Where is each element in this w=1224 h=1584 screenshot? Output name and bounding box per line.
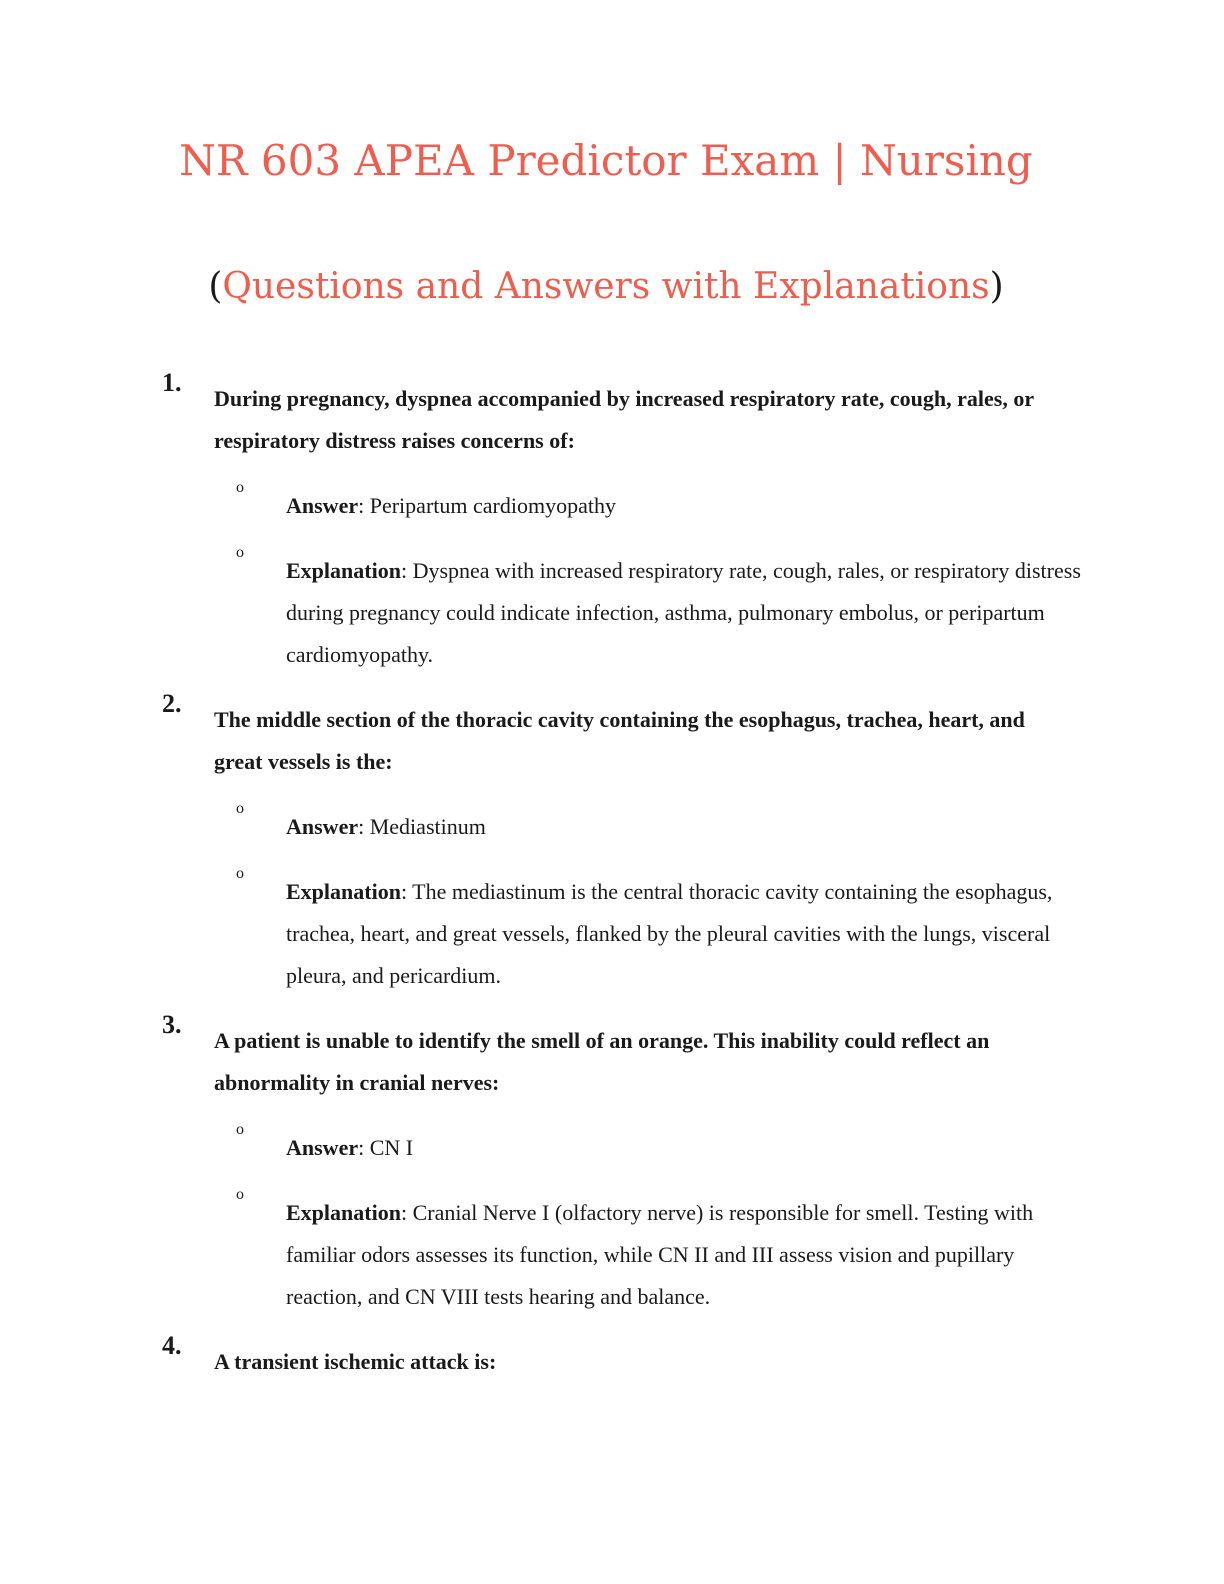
answer-label: Answer [286, 814, 359, 839]
subtitle-text: Questions and Answers with Explanations [222, 266, 990, 307]
answer-text: Mediastinum [369, 814, 486, 839]
bullet-circle-icon: o [236, 800, 244, 817]
question-text: A transient ischemic attack is: [214, 1349, 497, 1374]
label-separator: : [400, 558, 413, 583]
explanation-label: Explanation [286, 879, 401, 904]
answer-label: Answer [286, 493, 359, 518]
explanation-text: Cranial Nerve I (olfactory nerve) is responsible for smell. Testing with familiar odors assesses its function, while CN II and III assess vision and pupillary reaction, and CN VIII tests hearing and balance. [286, 1200, 1034, 1309]
answer-text: CN I [369, 1135, 414, 1160]
question-number: 2. [162, 689, 182, 718]
label-separator: : [358, 1135, 370, 1160]
answer-label: Answer [286, 1135, 359, 1160]
question-number: 1. [162, 368, 182, 397]
subtitle-open-paren: ( [208, 266, 223, 307]
bullet-circle-icon: o [236, 865, 244, 882]
explanation-label: Explanation [286, 1200, 401, 1225]
question-text: The middle section of the thoracic cavity containing the esophagus, trachea, heart, and great vessels is the: [214, 707, 1025, 774]
question-number: 4. [162, 1331, 182, 1360]
explanation-text: The mediastinum is the central thoracic cavity containing the esophagus, trachea, heart, and great vessels, flanked by the pleural cavities with the lungs, visceral pleura, and pericardium. [286, 879, 1053, 988]
document-subtitle [0, 266, 1212, 307]
document-title: NR 603 APEA Predictor Exam | Nursing [179, 136, 1033, 185]
label-separator: : [400, 1200, 413, 1225]
label-separator: : [358, 814, 370, 839]
explanation-text: Dyspnea with increased respiratory rate, cough, rales, or respiratory distress during pregnancy could indicate infection, asthma, pulmonary embolus, or peripartum cardiomyopathy. [286, 558, 1081, 667]
explanation-label: Explanation [286, 558, 401, 583]
bullet-circle-icon: o [236, 1121, 244, 1138]
question-text: During pregnancy, dyspnea accompanied by increased respiratory rate, cough, rales, or respiratory distress raises concerns of: [214, 386, 1034, 453]
bullet-circle-icon: o [236, 479, 244, 496]
question-text: A patient is unable to identify the smell of an orange. This inability could reflect an abnormality in cranial nerves: [214, 1028, 990, 1095]
question-number: 3. [162, 1010, 182, 1039]
label-separator: : [358, 493, 370, 518]
label-separator: : [400, 879, 413, 904]
bullet-circle-icon: o [236, 544, 244, 561]
bullet-circle-icon: o [236, 1186, 244, 1203]
subtitle-close-paren: ) [989, 266, 1004, 307]
answer-text: Peripartum cardiomyopathy [369, 493, 616, 518]
